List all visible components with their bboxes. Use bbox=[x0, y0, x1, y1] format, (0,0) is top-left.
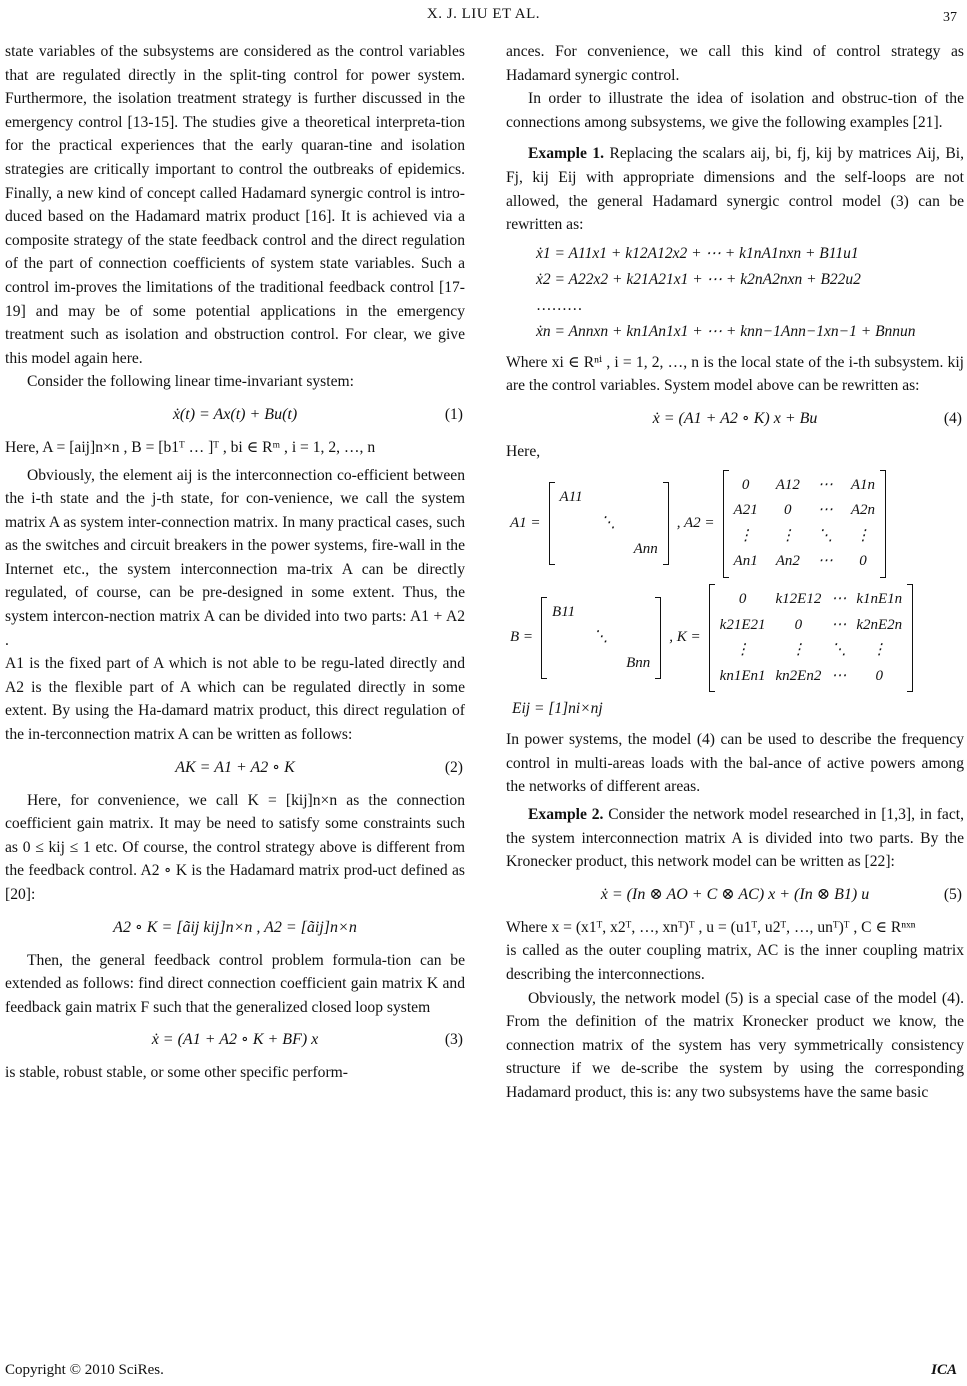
equation-number: (2) bbox=[444, 758, 463, 776]
matrix-cell: ⋯ bbox=[817, 502, 833, 519]
example-label: Example 1. bbox=[528, 145, 605, 163]
example-2 bbox=[506, 803, 964, 874]
paragraph: Where xi ∈ Rⁿⁱ , i = 1, 2, …, n is the local state of the i-th subsystem. kij are the control variables. System model above can be rewritten as: bbox=[506, 353, 964, 395]
matrix-cell: ⋮ bbox=[780, 527, 796, 544]
matrix-cell: B11 bbox=[552, 603, 576, 620]
matrix-a2 bbox=[723, 470, 887, 578]
matrix-cell: ⋱ bbox=[600, 514, 616, 531]
equation-number: (5) bbox=[943, 885, 962, 903]
matrix-grid bbox=[720, 588, 902, 688]
running-title: X. J. LIU ET AL. bbox=[426, 6, 541, 22]
equation-body: ẋ(t) = Ax(t) + Bu(t) bbox=[172, 405, 298, 423]
paragraph: Where x = (x1ᵀ, x2ᵀ, …, xnᵀ)ᵀ , u = (u1ᵀ, u2ᵀ, …, unᵀ)ᵀ , C ∈ Rⁿˣⁿ bbox=[506, 918, 916, 936]
matrix-cell: ⋯ bbox=[831, 667, 847, 684]
matrix-cell: Bnn bbox=[626, 654, 651, 671]
equation-number: (4) bbox=[943, 409, 962, 427]
example-text: Consider the network model researched in [1,3], in fact, the system interconnection matrix A is divided into two parts. By the Kronecker product, this network model can be written as [22]: bbox=[506, 806, 964, 871]
equation-number: (3) bbox=[444, 1031, 463, 1049]
equation-body: ẋ = (A1 + A2 ∘ K) x + Bu bbox=[652, 409, 818, 427]
paragraph: Here, A = [aij]n×n , B = [b1ᵀ … ]ᵀ , bi ∈ Rᵐ , i = 1, 2, …, n bbox=[5, 438, 376, 456]
subsystem-equation: ẋ2 = A22x2 + k21A21x1 + ⋯ + k2nA2nxn + B22u2 bbox=[536, 270, 861, 288]
matrix-k bbox=[709, 584, 913, 692]
matrix-grid bbox=[734, 474, 876, 574]
matrix-cell: 0 bbox=[794, 616, 803, 633]
subsystem-equation: ẋ1 = A11x1 + k12A12x2 + ⋯ + k1nA1nxn + B11u1 bbox=[536, 244, 859, 262]
equation-body: A2 ∘ K = [ãij kij]n×n , A2 = [ãij]n×n bbox=[113, 918, 357, 936]
matrix-cell: ⋮ bbox=[790, 642, 806, 659]
matrix-cell: k12E12 bbox=[775, 590, 822, 607]
matrix-cell: ⋮ bbox=[738, 527, 754, 544]
matrix-cell: A12 bbox=[775, 476, 800, 493]
equation-2 bbox=[5, 749, 465, 787]
matrix-label-a2: , A2 = bbox=[676, 514, 715, 531]
matrix-b bbox=[541, 597, 661, 680]
subsystem-equation: ẋn = Annxn + kn1An1x1 + ⋯ + knn−1Ann−1xn−1 + Bnnun bbox=[536, 322, 916, 340]
paragraph: Consider the following linear time-invariant system: bbox=[27, 373, 354, 391]
paragraph: is stable, robust stable, or some other specific perform- bbox=[5, 1064, 348, 1082]
paragraph: Obviously, the element aij is the interconnection co-efficient between the i-th state and the j-th state, for con-venience, we call the system matrix A as system inter-connection matrix. In many practical cases, such as the switches and circuit breakers in the power systems, fire-wall in the Internet etc., the system interconnection ma-trix A can be directly regulated, of course, can be pre-designed in some extent. Thus, the system intercon-nection matrix A can be divided into two parts: A1 + A2 . bbox=[5, 466, 465, 649]
matrix-cell: kn2En2 bbox=[775, 667, 822, 684]
left-column bbox=[5, 40, 465, 1085]
equation-3 bbox=[5, 1021, 465, 1059]
matrix-cell: 0 bbox=[875, 667, 883, 684]
paragraph: Then, the general feedback control problem formula-tion can be extended as follows: find direct connection coefficient gain matrix K and feedback gain matrix F such that the generalized closed loop system bbox=[5, 951, 465, 1016]
paragraph: In power systems, the model (4) can be used to describe the frequency control in multi-areas loads with the bal-ance of active powers among the networks of different areas. bbox=[506, 731, 964, 796]
matrix-cell: ⋯ bbox=[817, 476, 833, 493]
matrix-cell: A21 bbox=[733, 502, 758, 519]
matrix-cell: ⋱ bbox=[831, 642, 847, 659]
equation-body: ẋ = (A1 + A2 ∘ K + BF) x bbox=[151, 1031, 319, 1049]
matrix-row-b bbox=[510, 584, 964, 692]
example-text: Replacing the scalars aij, bi, fj, kij by matrices Aij, Bi, Fj, kij Eij with appropriate dimensions and the self-loops are not allowed, the general Hadamard synergic control model (3) can be rewritten as: bbox=[506, 145, 964, 234]
paragraph: Here, bbox=[506, 442, 541, 460]
matrix-cell: 0 bbox=[741, 476, 750, 493]
equation-number: (1) bbox=[444, 405, 463, 423]
paragraph: Obviously, the network model (5) is a special case of the model (4). From the definition of the matrix Kronecker product we know, the connection matrix of the system has very symmetrically consistency structure if we de-scribe the system by using the corresponding Hadamard product, this is: any two subsystems have the same basic bbox=[506, 989, 964, 1101]
copyright: Copyright © 2010 SciRes. bbox=[5, 1362, 164, 1378]
running-header bbox=[0, 6, 967, 36]
matrix-e-definition: Eij = [1]ni×nj bbox=[512, 700, 603, 718]
example-label: Example 2. bbox=[528, 806, 604, 824]
matrix-cell: 0 bbox=[738, 590, 747, 607]
matrix-cell: 0 bbox=[784, 502, 792, 519]
matrix-cell: ⋮ bbox=[855, 527, 871, 544]
matrix-cell: 0 bbox=[859, 553, 867, 570]
matrix-cell: An2 bbox=[775, 553, 800, 570]
matrix-label-a1: A1 = bbox=[510, 514, 541, 531]
matrix-cell: ⋯ bbox=[831, 616, 847, 633]
matrix-cell: ⋮ bbox=[871, 642, 887, 659]
paragraph: In order to illustrate the idea of isolation and obstruc-tion of the connections among subsystems, we give the following examples [21]. bbox=[506, 90, 964, 131]
equation-body: ẋ = (In ⊗ AO + C ⊗ AC) x + (In ⊗ B1) u bbox=[600, 885, 870, 903]
equation-4 bbox=[506, 400, 964, 438]
paragraph: Here, for convenience, we call K = [kij]n×n as the connection coefficient gain matrix. It may be need to satisfy some constraints such as 0 ≤ kij ≤ 1 etc. Of course, the control strategy above is different from the feedback control. A2 ∘ K is the Hadamard matrix prod-uct defined as [20]: bbox=[5, 791, 465, 903]
subsystem-equations bbox=[506, 241, 964, 345]
paragraph: ances. For convenience, we call this kind of control strategy as Hadamard synergic control. bbox=[506, 43, 964, 84]
equation-1 bbox=[5, 396, 465, 434]
matrix-grid bbox=[552, 601, 650, 676]
matrix-cell: ⋱ bbox=[817, 527, 833, 544]
matrix-a1 bbox=[549, 482, 669, 565]
matrix-grid bbox=[560, 486, 658, 561]
equation-5 bbox=[506, 876, 964, 914]
journal-abbrev: ICA bbox=[931, 1362, 957, 1378]
matrix-row-a bbox=[510, 470, 964, 578]
paragraph: A1 is the fixed part of A which is not able to be regu-lated directly and A2 is the flexible part of A which can be regulated directly in some extent. By using the Ha-damard matrix product, this direct regulation of the in-terconnection matrix A can be written as follows: bbox=[5, 655, 465, 744]
matrix-cell: ⋯ bbox=[817, 553, 833, 570]
matrix-cell: Ann bbox=[633, 540, 658, 557]
matrix-cell: k2nE2n bbox=[856, 616, 903, 633]
matrix-cell: ⋱ bbox=[593, 629, 609, 646]
matrix-cell: An1 bbox=[733, 553, 758, 570]
matrix-cell: k21E21 bbox=[719, 616, 766, 633]
matrix-cell: ⋯ bbox=[831, 590, 847, 607]
matrix-cell: k1nE1n bbox=[856, 590, 903, 607]
matrix-cell: A11 bbox=[559, 489, 583, 506]
matrix-cell: A2n bbox=[850, 502, 876, 519]
right-column bbox=[506, 40, 964, 1105]
paragraph: state variables of the subsystems are considered as the control variables that are regulated directly in the split-ting control for power system. Furthermore, the isolation treatment strategy is further discussed in the emergency control [13-15]. The studies give a theoretical interpreta-tion for the practical experiences that the early quaran-tine and isolation strategies are critically important to control the outbreaks of epidemics. Finally, a new kind of concept called Hadamard synergic control is intro-duced based on the Hadamard matrix product [16]. It is achieved via a composite strategy of the state feedback control and the direct regulation of the part of connection coefficients of system state variables. Such a control im-proves the limitations of the traditional feedback control [17-19] and may be of some potential applications in the emergency treatment such as isolation and obstruction control. For clear, we give this model again here. bbox=[5, 43, 465, 367]
matrix-cell: A1n bbox=[850, 476, 876, 493]
paragraph: is called as the outer coupling matrix, AC is the inner coupling matrix describing the interconnections. bbox=[506, 942, 964, 984]
matrix-label-b: B = bbox=[510, 629, 534, 646]
matrix-label-k: , K = bbox=[669, 629, 701, 646]
example-1 bbox=[506, 142, 964, 236]
matrix-cell: kn1En1 bbox=[719, 667, 766, 684]
equation-body: AK = A1 + A2 ∘ K bbox=[175, 758, 295, 776]
page-number: 37 bbox=[943, 10, 957, 25]
equation-hadamard bbox=[5, 909, 465, 947]
matrix-cell: ⋮ bbox=[735, 642, 751, 659]
subsystem-ellipsis: ……… bbox=[536, 296, 583, 314]
